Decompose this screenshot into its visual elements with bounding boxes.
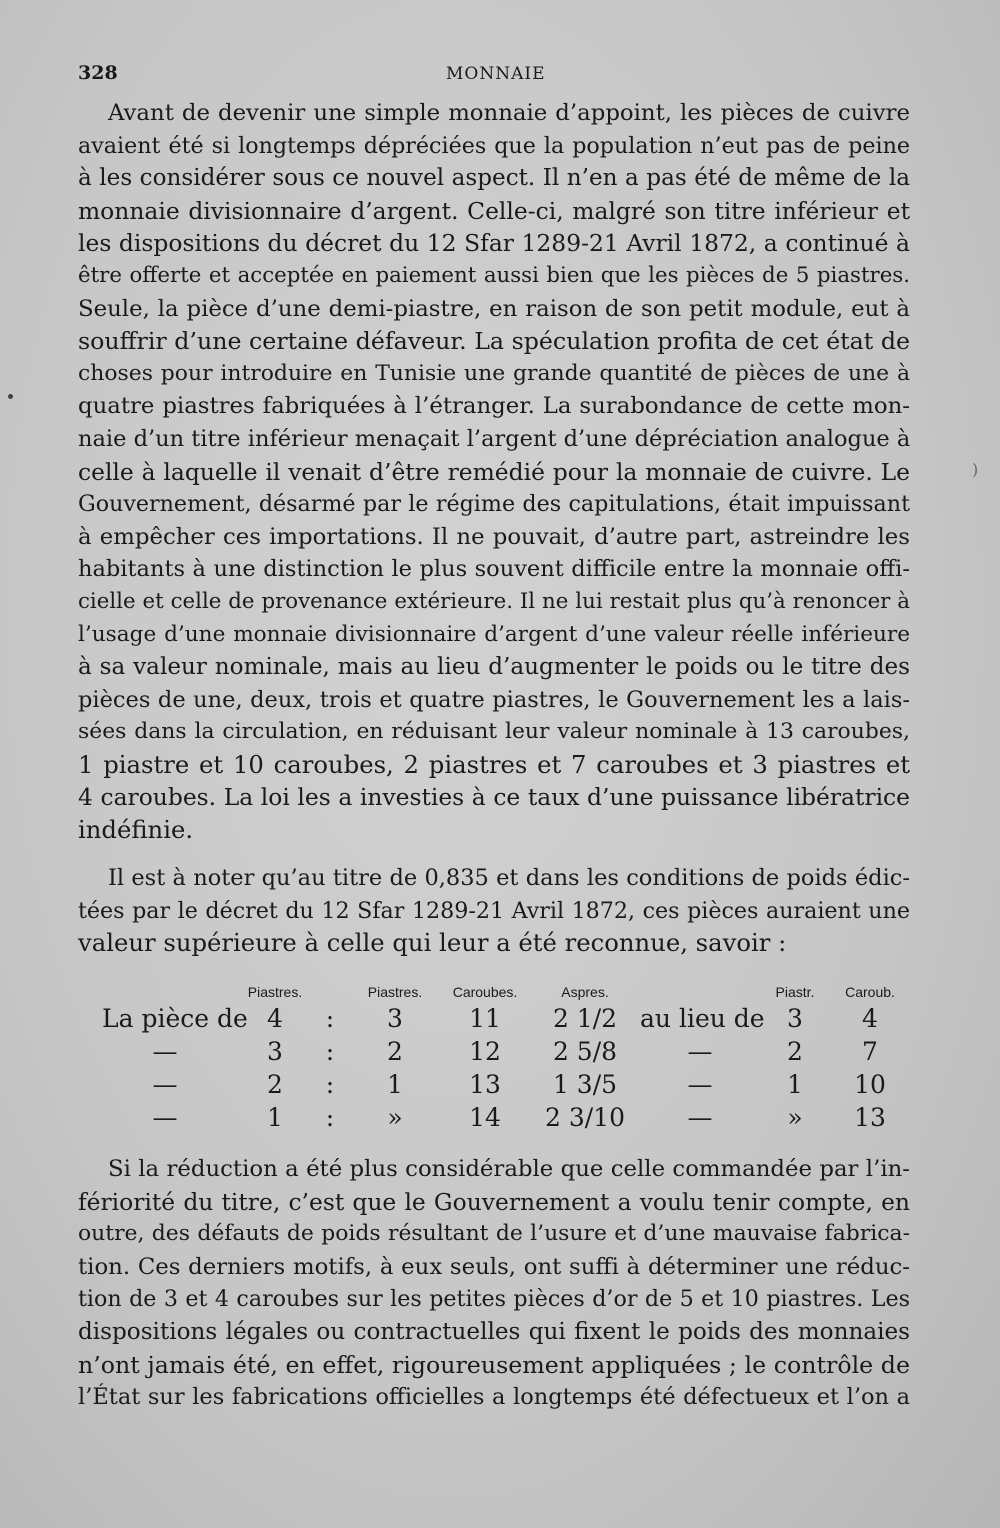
text-line: à empêcher ces importations. Il ne pouvait, d’autre part, astreindre les [78, 523, 910, 550]
table-cell: au lieu de [640, 1004, 765, 1033]
table-cell: La pièce de [102, 1004, 248, 1033]
table-cell: — [687, 1070, 713, 1099]
table-cell: 2 [267, 1070, 283, 1099]
text-line: 4 caroubes. La loi les a investies à ce taux d’une puissance libératrice [78, 783, 910, 812]
paragraph-3 [78, 1153, 910, 1414]
table-cell: — [687, 1037, 713, 1066]
table-row [90, 1068, 910, 1101]
table-cell: » [387, 1103, 403, 1132]
table-cell: 13 [854, 1103, 886, 1132]
table-cell: 3 [787, 1004, 803, 1033]
text-line: n’ont jamais été, en effet, rigoureusement appliquées ; le contrôle de [78, 1350, 910, 1379]
text-line: souffrir d’une certaine défaveur. La spéculation profita de cet état de [78, 327, 910, 356]
margin-mark: ) [972, 460, 979, 479]
table-cell: 2 [387, 1037, 403, 1066]
table-header-row [90, 984, 910, 1002]
table-cell: 2 [787, 1037, 803, 1066]
text-line: pièces de une, deux, trois et quatre piastres, le Gouvernement les a lais- [78, 686, 910, 713]
text-line: valeur supérieure à celle qui leur a été reconnue, savoir : [78, 928, 787, 958]
paragraph-2 [78, 862, 910, 960]
text-line: l’État sur les fabrications officielles a longtemps été défectueux et l’on a [78, 1384, 910, 1411]
table-cell: 1 [267, 1103, 283, 1132]
table-cell: : [325, 1070, 335, 1099]
table-cell: 12 [469, 1037, 501, 1066]
table-row [90, 1002, 910, 1035]
table-cell: 1 [787, 1070, 803, 1099]
table-cell: — [152, 1037, 178, 1066]
table-cell: 4 [862, 1004, 878, 1033]
text-line: Seule, la pièce d’une demi-piastre, en raison de son petit module, eut à [78, 295, 910, 322]
table-cell: 14 [469, 1103, 501, 1132]
text-line: celle à laquelle il venait d’être remédié pour la monnaie de cuivre. Le [78, 457, 910, 486]
text-line: Avant de devenir une simple monnaie d’appoint, les pièces de cuivre [108, 100, 910, 126]
text-line: dispositions légales ou contractuelles qui fixent le poids des monnaies [78, 1318, 910, 1345]
text-line: tion. Ces derniers motifs, à eux seuls, ont suffi à déterminer une réduc- [78, 1253, 910, 1280]
text-line: tées par le décret du 12 Sfar 1289-21 Avril 1872, ces pièces auraient une [78, 897, 910, 924]
table-cell: — [152, 1070, 178, 1099]
table-row [90, 1101, 910, 1134]
table-cell: 4 [267, 1004, 283, 1033]
running-title: MONNAIE [446, 64, 546, 84]
text-line: monnaie divisionnaire d’argent. Celle-ci, malgré son titre inférieur et [78, 196, 910, 225]
table-cell: : [325, 1037, 335, 1066]
text-line: avaient été si longtemps dépréciées que la population n’eut pas de peine [78, 132, 910, 159]
column-header [90, 984, 240, 1002]
column-header: Piastr. [775, 984, 815, 1000]
table-cell: 2 3/10 [545, 1103, 625, 1132]
coin-value-table [90, 984, 910, 1134]
paragraph-1 [78, 97, 910, 847]
text-line: 1 piastre et 10 caroubes, 2 piastres et 7 caroubes et 3 piastres et [78, 749, 910, 779]
text-line: indéfinie. [78, 815, 194, 845]
table-cell: — [152, 1103, 178, 1132]
text-line: tion de 3 et 4 caroubes sur les petites pièces d’or de 5 et 10 piastres. Les [78, 1286, 910, 1313]
table-cell: 13 [469, 1070, 501, 1099]
table-cell: 1 [387, 1070, 403, 1099]
text-line: être offerte et acceptée en paiement aussi bien que les pièces de 5 piastres. [78, 262, 910, 288]
table-cell: — [687, 1103, 713, 1132]
table-cell: : [325, 1004, 335, 1033]
page-number: 328 [78, 62, 118, 84]
text-line: Gouvernement, désarmé par le régime des capitulations, était impuissant [78, 491, 910, 518]
text-line: Si la réduction a été plus considérable que celle commandée par l’in- [108, 1156, 910, 1182]
text-line: outre, des défauts de poids résultant de l’usure et d’une mauvaise fabrica- [78, 1221, 910, 1247]
table-cell: 2 1/2 [552, 1004, 618, 1033]
text-line: l’usage d’une monnaie divisionnaire d’argent d’une valeur réelle inférieure [78, 621, 910, 647]
column-header: Aspres. [561, 984, 609, 1000]
table-row [90, 1035, 910, 1068]
column-header: Piastres. [247, 984, 303, 1000]
column-header [640, 984, 760, 1002]
table-cell: 2 5/8 [552, 1037, 618, 1066]
text-line: fériorité du titre, c’est que le Gouvernement a voulu tenir compte, en [78, 1187, 910, 1216]
text-line: choses pour introduire en Tunisie une grande quantité de pièces de une à [78, 360, 910, 386]
text-line: cielle et celle de provenance extérieure. Il ne lui restait plus qu’à renoncer à [78, 588, 910, 614]
table-cell: 3 [267, 1037, 283, 1066]
table-cell: » [787, 1103, 803, 1132]
text-line: les dispositions du décret du 12 Sfar 1289-21 Avril 1872, a continué à [78, 229, 910, 258]
text-line: à sa valeur nominale, mais au lieu d’augmenter le poids ou le titre des [78, 654, 910, 681]
text-line: à les considérer sous ce nouvel aspect. Il n’en a pas été de même de la [78, 165, 910, 192]
table-cell: 7 [862, 1037, 878, 1066]
table-cell: 11 [469, 1004, 501, 1033]
page-header [78, 62, 910, 86]
table-cell: : [325, 1103, 335, 1132]
column-header: Caroub. [845, 984, 895, 1000]
text-line: habitants à une distinction le plus souvent difficile entre la monnaie offi- [78, 556, 910, 583]
text-line: quatre piastres fabriquées à l’étranger. La surabondance de cette mon- [78, 393, 910, 420]
table-cell: 1 3/5 [552, 1070, 618, 1099]
text-line: naie d’un titre inférieur menaçait l’argent d’une dépréciation analogue à [78, 425, 911, 452]
table-cell: 3 [387, 1004, 403, 1033]
column-header [310, 984, 350, 1002]
column-header: Caroubes. [452, 984, 518, 1000]
scan-speck [8, 394, 13, 399]
table-cell: 10 [854, 1070, 886, 1099]
text-line: sées dans la circulation, en réduisant leur valeur nominale à 13 caroubes, [78, 719, 910, 745]
text-line: Il est à noter qu’au titre de 0,835 et dans les conditions de poids édic- [108, 865, 910, 891]
column-header: Piastres. [367, 984, 423, 1000]
